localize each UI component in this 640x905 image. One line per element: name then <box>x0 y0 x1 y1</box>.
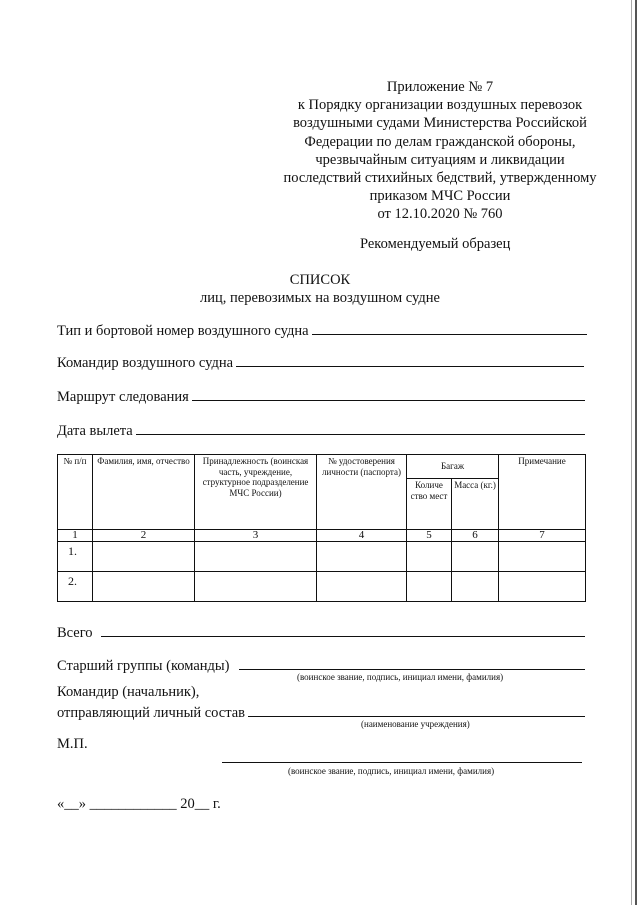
route-field <box>57 386 585 406</box>
stamp-fill-line[interactable] <box>222 762 582 763</box>
table-cell[interactable] <box>93 542 195 572</box>
sender-caption: (наименование учреждения) <box>361 719 470 729</box>
commander-fill-line[interactable] <box>236 352 584 367</box>
table-cell[interactable] <box>407 542 452 572</box>
table-cell[interactable] <box>407 572 452 602</box>
commander-field <box>57 352 584 372</box>
senior-caption: (воинское звание, подпись, инициал имени, фамилия) <box>297 672 504 682</box>
table-row <box>58 572 586 602</box>
departure-date-label: Дата вылета <box>57 423 133 439</box>
table-cell[interactable] <box>317 572 407 602</box>
senior-label: Старший группы (команды) <box>57 658 230 674</box>
table-cell[interactable] <box>93 572 195 602</box>
header-mass: Масса (кг.) <box>452 479 499 530</box>
total-field <box>57 622 585 642</box>
commander-label: Командир воздушного судна <box>57 355 234 371</box>
row-number: 1. <box>58 542 93 572</box>
header-id: № удостоверения личности (паспорта) <box>317 455 407 530</box>
table-cell[interactable] <box>499 572 586 602</box>
header-line: от 12.10.2020 № 760 <box>377 206 503 223</box>
document-title: СПИСОК <box>289 272 351 288</box>
appendix-header <box>240 78 640 224</box>
header-note: Примечание <box>499 455 586 530</box>
header-line: к Порядку организации воздушных перевозок <box>297 97 583 114</box>
header-affiliation: Принадлежность (воинская часть, учреждение, структурное подразделение МЧС России) <box>195 455 317 530</box>
row-number: 2. <box>58 572 93 602</box>
passenger-table <box>57 454 586 602</box>
table-cell[interactable] <box>452 572 499 602</box>
header-line: Федерации по делам гражданской обороны, <box>304 133 576 150</box>
aircraft-type-fill-line[interactable] <box>312 320 587 335</box>
sender-fill-line[interactable] <box>248 702 585 717</box>
table-cell[interactable] <box>317 542 407 572</box>
aircraft-type-label: Тип и бортовой номер воздушного судна <box>57 323 309 339</box>
header-line: чрезвычайным ситуациям и ликвидации <box>315 151 565 168</box>
senior-fill-line[interactable] <box>239 655 585 670</box>
header-num: № п/п <box>58 455 93 530</box>
header-line: воздушными судами Министерства Российской <box>293 115 587 132</box>
departure-date-field <box>57 420 585 440</box>
total-label: Всего <box>57 625 93 641</box>
table-cell[interactable] <box>499 542 586 572</box>
total-fill-line[interactable] <box>101 622 585 637</box>
sender-field <box>57 702 585 722</box>
aircraft-type-field <box>57 320 587 340</box>
header-line: последствий стихийных бедствий, утвержденному <box>283 170 597 187</box>
stamp-place: М.П. <box>57 736 88 752</box>
header-baggage: Багаж <box>407 455 499 479</box>
header-name: Фамилия, имя, отчество <box>93 455 195 530</box>
table-cell[interactable] <box>452 542 499 572</box>
header-line: Приложение № 7 <box>386 79 494 95</box>
header-line: приказом МЧС России <box>369 188 511 205</box>
header-count: Количе ство мест <box>407 479 452 530</box>
column-number: 6 <box>452 530 499 542</box>
sample-label: Рекомендуемый образец <box>360 236 511 252</box>
column-number: 1 <box>58 530 93 542</box>
table-cell[interactable] <box>195 572 317 602</box>
table-row <box>58 542 586 572</box>
route-fill-line[interactable] <box>192 386 585 401</box>
column-number: 2 <box>93 530 195 542</box>
sender-label-line1-wrap <box>57 684 585 701</box>
column-number: 7 <box>499 530 586 542</box>
column-number: 4 <box>317 530 407 542</box>
document-subtitle: лиц, перевозимых на воздушном судне <box>200 290 440 306</box>
column-number: 5 <box>407 530 452 542</box>
table-cell[interactable] <box>195 542 317 572</box>
stamp-caption: (воинское звание, подпись, инициал имени, фамилия) <box>288 766 495 776</box>
column-number: 3 <box>195 530 317 542</box>
sender-label-line2: отправляющий личный состав <box>57 705 245 721</box>
departure-date-fill-line[interactable] <box>136 420 585 435</box>
sender-label-line1: Командир (начальник), <box>57 684 200 700</box>
signature-date: «__» ____________ 20__ г. <box>57 796 221 812</box>
route-label: Маршрут следования <box>57 389 189 405</box>
